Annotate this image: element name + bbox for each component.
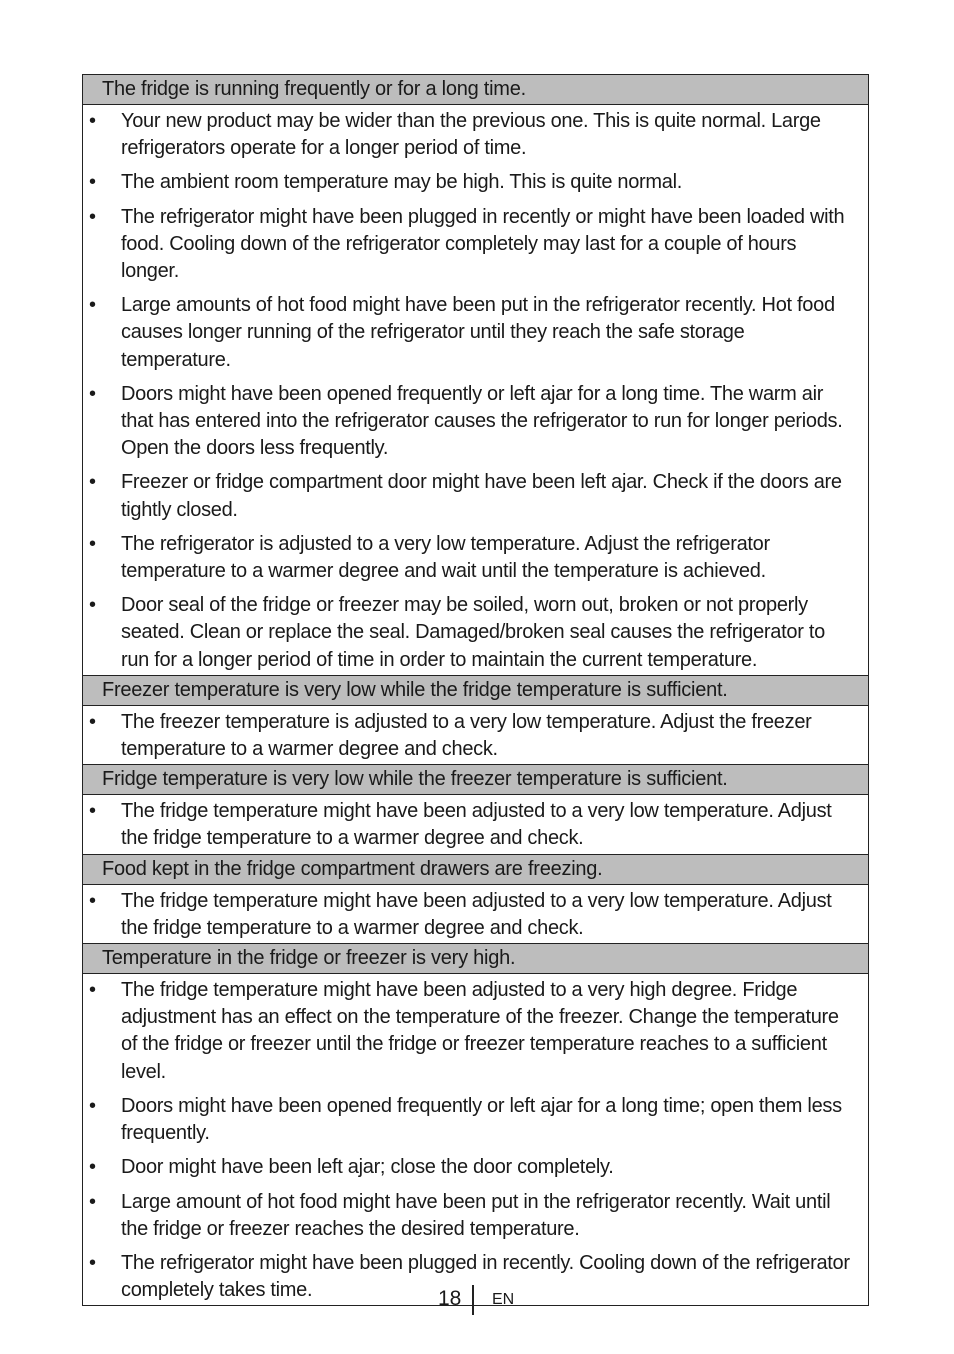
list-item <box>83 169 868 196</box>
list-item <box>83 381 868 463</box>
list-item <box>83 1189 868 1243</box>
item-text: The refrigerator is adjusted to a very low temperature. Adjust the refrigerator temperature to a warmer degree and wait until the temperature is achieved. <box>121 532 770 583</box>
section-header: Freezer temperature is very low while the fridge temperature is sufficient. <box>83 675 868 706</box>
troubleshooting-section <box>83 675 868 764</box>
page-number: 18 <box>438 1287 462 1310</box>
troubleshooting-section <box>83 943 868 1305</box>
item-text: The refrigerator might have been plugged in recently or might have been loaded with food. Cooling down of the refrigerator completely may last for a couple of hours longer. <box>121 205 845 283</box>
list-item <box>83 531 868 585</box>
bullet-icon: • <box>89 1251 96 1274</box>
list-item <box>83 292 868 374</box>
bullet-icon: • <box>89 110 96 132</box>
bullet-icon: • <box>89 1094 96 1117</box>
bullet-icon: • <box>89 594 96 617</box>
list-item <box>83 798 868 852</box>
item-text: Large amount of hot food might have been put in the refrigerator recently. Wait until the fridge or freezer reaches the desired temperature. <box>121 1190 831 1240</box>
list-item <box>83 469 868 523</box>
list-item <box>83 888 868 942</box>
item-text: Your new product may be wider than the previous one. This is quite normal. Large refrigerators operate for a longer period of time. <box>121 110 821 160</box>
item-text: The fridge temperature might have been adjusted to a very high degree. Fridge adjustment has an effect on the temperature of the freezer. Change the temperature of the fridge or freezer until the fridge or freezer temperature reaches to a sufficient level. <box>121 979 839 1083</box>
cause-list <box>83 795 868 853</box>
bullet-icon: • <box>89 1190 96 1213</box>
bullet-icon: • <box>89 205 96 228</box>
troubleshooting-table <box>82 74 869 1306</box>
section-header: Food kept in the fridge compartment drawers are freezing. <box>83 854 868 885</box>
list-item <box>83 977 868 1086</box>
item-text: The refrigerator might have been plugged in recently. Cooling down of the refrigerator completely takes time. <box>121 1251 850 1302</box>
list-item <box>83 108 868 162</box>
troubleshooting-section <box>83 854 868 943</box>
list-item <box>83 1093 868 1147</box>
list-item <box>83 204 868 286</box>
bullet-icon: • <box>89 171 96 194</box>
list-item <box>83 592 868 674</box>
language-code: EN <box>492 1291 515 1308</box>
item-text: The ambient room temperature may be high. This is quite normal. <box>121 171 683 194</box>
troubleshooting-section <box>83 764 868 853</box>
item-text: Door seal of the fridge or freezer may be soiled, worn out, broken or not properly seated. Clean or replace the seal. Damaged/broken seal causes the refrigerator to run for a longer period of time in order to maintain the current temperature. <box>121 594 825 671</box>
item-text: Doors might have been opened frequently or left ajar for a long time; open them less frequently. <box>121 1094 842 1145</box>
item-text: The fridge temperature might have been adjusted to a very low temperature. Adjust the fridge temperature to a warmer degree and check. <box>121 889 832 939</box>
bullet-icon: • <box>89 800 96 823</box>
section-header: Fridge temperature is very low while the freezer temperature is sufficient. <box>83 764 868 795</box>
bullet-icon: • <box>89 889 96 912</box>
bullet-icon: • <box>89 979 96 1002</box>
item-text: Door might have been left ajar; close the door completely. <box>121 1156 614 1179</box>
list-item <box>83 709 868 763</box>
footer-divider <box>472 1285 474 1315</box>
bullet-icon: • <box>89 294 96 317</box>
list-item <box>83 1154 868 1181</box>
cause-list <box>83 885 868 943</box>
item-text: Freezer or fridge compartment door might have been left ajar. Check if the doors are tightly closed. <box>121 471 842 521</box>
item-text: Large amounts of hot food might have been put in the refrigerator recently. Hot food causes longer running of the refrigerator until they reach the safe storage temperature. <box>121 294 835 371</box>
bullet-icon: • <box>89 1156 96 1179</box>
section-header: Temperature in the fridge or freezer is very high. <box>83 943 868 974</box>
cause-list <box>83 974 868 1305</box>
troubleshooting-section <box>83 75 868 675</box>
bullet-icon: • <box>89 532 96 555</box>
item-text: The freezer temperature is adjusted to a very low temperature. Adjust the freezer temperature to a warmer degree and check. <box>121 710 812 761</box>
bullet-icon: • <box>89 471 96 494</box>
item-text: Doors might have been opened frequently or left ajar for a long time. The warm air that has entered into the refrigerator causes the refrigerator to run for longer periods. Open the doors less frequently. <box>121 382 843 460</box>
cause-list <box>83 105 868 675</box>
section-header: The fridge is running frequently or for a long time. <box>83 75 868 105</box>
bullet-icon: • <box>89 710 96 733</box>
cause-list <box>83 706 868 764</box>
item-text: The fridge temperature might have been adjusted to a very low temperature. Adjust the fridge temperature to a warmer degree and check. <box>121 800 832 850</box>
bullet-icon: • <box>89 382 96 405</box>
page-footer <box>0 1285 954 1317</box>
